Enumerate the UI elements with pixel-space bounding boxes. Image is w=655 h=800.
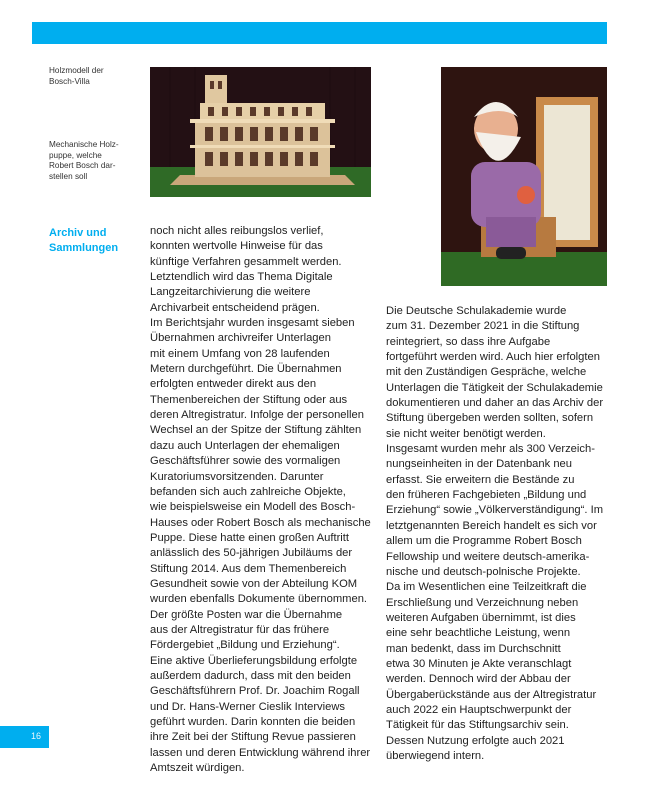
text-line: Unterlagen die Tätigkeit der Schulakademie <box>386 381 603 394</box>
caption-line: Holzmodell der <box>49 66 104 75</box>
text-line: Themenbereichen der Stiftung oder aus <box>150 393 348 406</box>
caption-line: Robert Bosch dar- <box>49 161 116 170</box>
text-line: erfasst. Sie erweitern die Bestände zu <box>386 473 575 486</box>
text-line: Eine aktive Überlieferungsbildung erfolgte <box>150 654 358 667</box>
text-line: befanden sich auch zahlreiche Objekte, <box>150 485 346 498</box>
caption-line: stellen soll <box>49 171 88 181</box>
text-line: dazu auch Unterlagen der ehemaligen <box>150 439 340 452</box>
text-line: Geschäftsführern Prof. Dr. Joachim Rogall <box>150 685 360 698</box>
body-column-right <box>386 304 603 764</box>
text-line: Erschließung und Verzeichnung neben <box>386 596 579 609</box>
body-column-left <box>150 224 371 776</box>
text-line: Stiftung 2014. Aus dem Themenbereich <box>150 562 347 575</box>
text-line: nische und deutsch-polnische Projekte. <box>386 565 581 578</box>
text-line: Da im Wesentlichen eine Teilzeitkraft die <box>386 581 587 594</box>
text-line: konnten wertvolle Hinweise für das <box>150 240 323 253</box>
text-line: Der größte Posten war die Übernahme <box>150 608 343 621</box>
text-line: Die Deutsche Schulakademie wurde <box>386 305 567 317</box>
text-line: man bedenkt, dass im Durchschnitt <box>386 642 561 655</box>
caption-line: Bosch-Villa <box>49 76 90 86</box>
page-number: 16 <box>30 731 41 741</box>
text-line: Gesundheit sowie von der Abteilung KOM <box>150 577 358 590</box>
text-line: Puppe. Diese hatte einen großen Auftritt <box>150 531 350 544</box>
text-line: Hauses oder Robert Bosch als mechanische <box>150 516 371 529</box>
heading-line: Sammlungen <box>49 242 119 254</box>
text-line: geführt wurden. Darin konnten die beiden <box>150 716 356 728</box>
text-line: Stiftung übergeben werden sollten, sofern <box>386 412 594 425</box>
text-line: Kuratoriumsvorsitzenden. Darunter <box>150 470 324 483</box>
text-line: auch 2022 ein Hauptschwerpunkt der <box>386 703 572 716</box>
text-line: Fellowship und weitere deutsch-amerika- <box>386 550 590 563</box>
mechanical-puppet-photo <box>441 67 607 286</box>
text-line: Im Berichtsjahr wurden insgesamt sieben <box>150 317 355 330</box>
text-line: eine sehr beachtliche Leistung, wenn <box>386 627 571 640</box>
villa-illustration <box>150 67 371 197</box>
text-line: außerdem dadurch, dass mit den beiden <box>150 669 351 682</box>
text-line: überwiegend intern. <box>386 749 485 762</box>
text-line: nungseinheiten in der Datenbank neu <box>386 458 572 471</box>
text-line: Archivarbeit entscheidend prägen. <box>150 301 320 314</box>
text-line: lassen und deren Entwicklung während ihrer <box>150 746 371 759</box>
text-line: Geschäftsführer sowie des vormaligen <box>150 455 341 468</box>
text-line: Übergaberückstände aus der Altregistratur <box>386 688 597 701</box>
header-bar <box>32 22 607 44</box>
section-heading <box>49 226 118 256</box>
text-line: etwa 30 Minuten je Akte veranschlagt <box>386 657 572 670</box>
text-line: reintegriert, so dass ihre Aufgabe <box>386 335 551 348</box>
text-line: wie beispielsweise ein Modell des Bosch- <box>150 501 356 514</box>
text-line: dokumentieren und daher an das Archiv der <box>386 397 604 410</box>
text-line: wurden ebenfalls Dokumente übernommen. <box>150 593 368 606</box>
text-line: künftige Verfahren gesammelt werden. <box>150 255 342 268</box>
text-line: aus der Altregistratur für das frühere <box>150 623 330 636</box>
text-line: und Dr. Hans-Werner Cieslik Interviews <box>150 700 346 713</box>
text-line: Erziehung“ sowie „Völkerverständigung“. Im <box>386 504 604 517</box>
text-line: deren Altregistratur. Infolge der personellen <box>150 409 364 422</box>
caption-line: puppe, welche <box>49 150 102 160</box>
text-line: sie nicht weiter benötigt werden. <box>386 427 546 440</box>
caption-puppet <box>49 140 119 182</box>
text-line: Fördergebiet „Bildung und Erziehung“. <box>150 639 340 652</box>
text-line: weiteren Aufgaben übernimmt, ist dies <box>386 611 576 624</box>
text-line: Übernahmen archivreifer Unterlagen <box>150 332 331 345</box>
text-line: mit einem Umfang von 28 laufenden <box>150 347 330 360</box>
caption-line: Mechanische Holz- <box>49 140 119 149</box>
text-line: Insgesamt wurden mehr als 300 Verzeich- <box>386 443 595 456</box>
text-line: Wechsel an der Spitze der Stiftung zählten <box>150 424 362 437</box>
text-line: Amtszeit würdigen. <box>150 762 245 775</box>
text-line: Tätigkeit für das Stiftungsarchiv sein. <box>386 719 569 732</box>
heading-line: Archiv und <box>49 227 107 239</box>
text-line: Dessen Nutzung erfolgte auch 2021 <box>386 734 565 747</box>
text-line: letztgenannten Bereich handelt es sich vor <box>386 519 597 532</box>
text-line: Langzeitarchivierung die weitere <box>150 286 311 299</box>
text-line: noch nicht alles reibungslos verlief, <box>150 225 324 237</box>
text-line: fortgeführt werden wird. Auch hier erfolgten <box>386 351 600 364</box>
text-line: allem um die Programme Robert Bosch <box>386 535 582 548</box>
text-line: Metern durchgeführt. Die Übernahmen <box>150 363 342 376</box>
puppet-illustration <box>441 67 607 286</box>
villa-model-photo <box>150 67 371 197</box>
text-line: erfolgten entweder direkt aus den <box>150 378 317 391</box>
text-line: ihre Zeit bei der Stiftung Revue passieren <box>150 731 356 744</box>
text-line: Letztendlich wird das Thema Digitale <box>150 271 333 284</box>
text-line: mit den Zuständigen Gespräche, welche <box>386 366 587 379</box>
text-line: anlässlich des 50-jährigen Jubiläums der <box>150 547 353 560</box>
page-number-box <box>0 726 49 748</box>
text-line: den früheren Fachgebieten „Bildung und <box>386 489 587 502</box>
text-line: zum 31. Dezember 2021 in die Stiftung <box>386 320 580 333</box>
text-line: werden. Dennoch wird der Abbau der <box>386 673 571 686</box>
caption-villa <box>49 66 104 87</box>
